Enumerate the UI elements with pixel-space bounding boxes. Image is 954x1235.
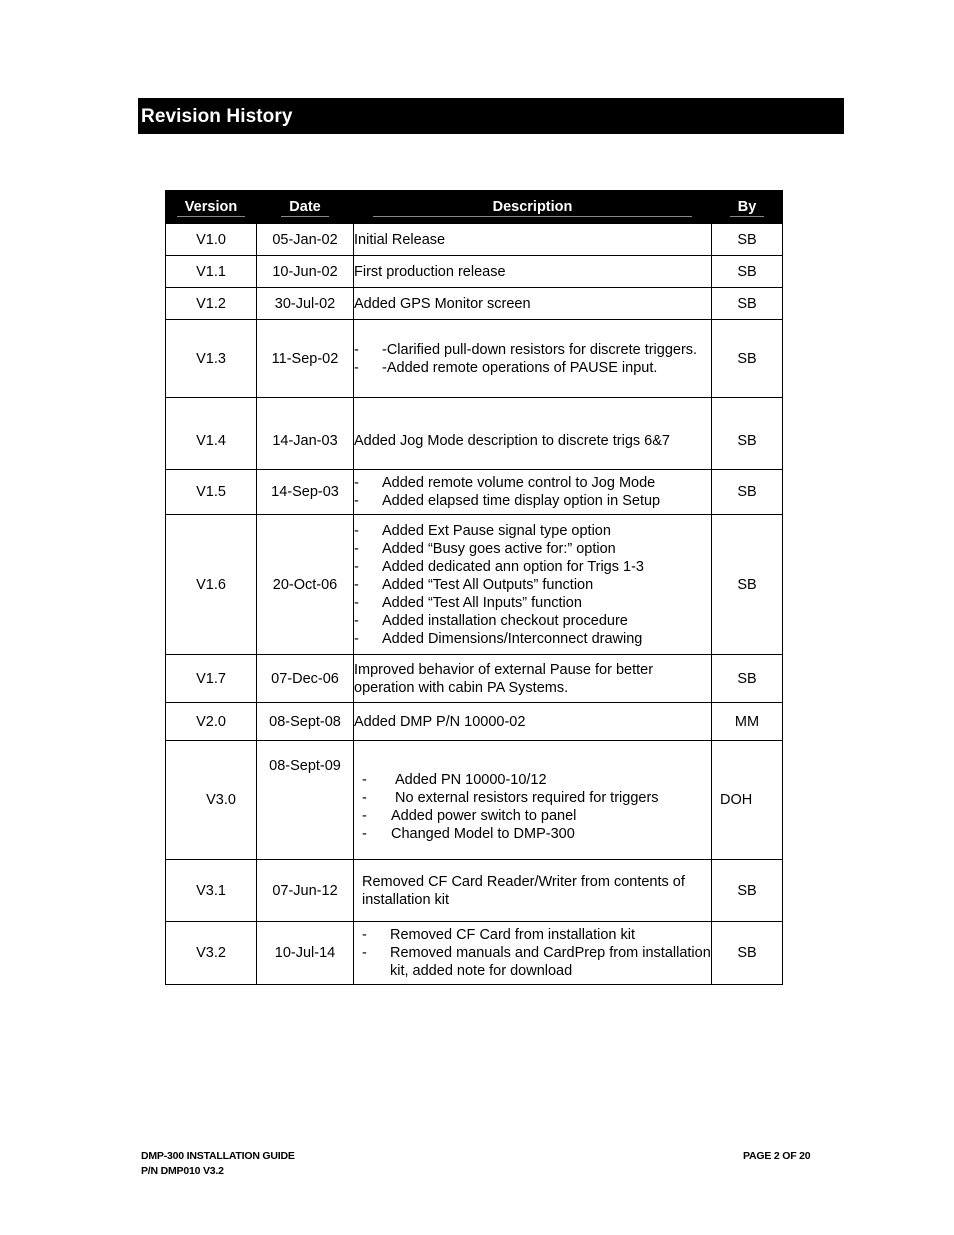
- change-item: - Added PN 10000-10/12: [362, 771, 711, 789]
- version-cell: V1.0: [166, 224, 257, 256]
- table-row: [166, 515, 783, 655]
- by-cell: SB: [712, 470, 783, 515]
- by-cell: SB: [712, 224, 783, 256]
- change-item: - Added “Test All Inputs” function: [354, 594, 711, 612]
- date-cell: 10-Jul-14: [257, 922, 354, 985]
- version-cell: V1.2: [166, 288, 257, 320]
- date-cell: 10-Jun-02: [257, 256, 354, 288]
- change-item: - Removed manuals and CardPrep from installation kit, added note for download: [362, 944, 711, 980]
- date-cell: 14-Jan-03: [257, 398, 354, 470]
- description-cell: [354, 470, 712, 515]
- by-cell: SB: [712, 515, 783, 655]
- header-description: Description: [354, 191, 712, 224]
- date-cell: 14-Sep-03: [257, 470, 354, 515]
- date-cell: 07-Jun-12: [257, 860, 354, 922]
- by-cell: SB: [712, 320, 783, 398]
- change-list: [354, 522, 711, 648]
- change-list: [354, 341, 711, 377]
- date-cell: 20-Oct-06: [257, 515, 354, 655]
- footer-page-number: PAGE 2 OF 20: [743, 1150, 811, 1162]
- change-item: - -Clarified pull-down resistors for discrete triggers.: [354, 341, 711, 359]
- table-row: [166, 320, 783, 398]
- revision-history-table: [165, 190, 783, 985]
- by-cell: MM: [712, 703, 783, 741]
- footer-part-number: P/N DMP010 V3.2: [141, 1165, 224, 1177]
- by-cell: DOH: [712, 741, 783, 860]
- version-cell: V1.1: [166, 256, 257, 288]
- description-cell: Initial Release: [354, 224, 712, 256]
- by-cell: SB: [712, 922, 783, 985]
- table-header-row: [166, 191, 783, 224]
- date-cell: 08-Sept-09: [257, 741, 354, 860]
- date-cell: 30-Jul-02: [257, 288, 354, 320]
- table-row: [166, 224, 783, 256]
- date-cell: 07-Dec-06: [257, 655, 354, 703]
- change-item: - Added “Busy goes active for:” option: [354, 540, 711, 558]
- description-cell: Removed CF Card Reader/Writer from contents of installation kit: [354, 860, 712, 922]
- version-cell: V3.1: [166, 860, 257, 922]
- description-cell: Improved behavior of external Pause for better operation with cabin PA Systems.: [354, 655, 712, 703]
- footer-doc-title: DMP-300 INSTALLATION GUIDE: [141, 1150, 295, 1162]
- version-cell: V3.2: [166, 922, 257, 985]
- by-cell: SB: [712, 398, 783, 470]
- header-date: Date: [257, 191, 354, 224]
- date-cell: 05-Jan-02: [257, 224, 354, 256]
- table-row: [166, 398, 783, 470]
- by-cell: SB: [712, 288, 783, 320]
- description-cell: Added Jog Mode description to discrete trigs 6&7: [354, 398, 712, 470]
- change-item: - Added Dimensions/Interconnect drawing: [354, 630, 711, 648]
- table-row: [166, 470, 783, 515]
- version-cell: V1.5: [166, 470, 257, 515]
- change-item: - Added Ext Pause signal type option: [354, 522, 711, 540]
- change-item: - Added elapsed time display option in Setup: [354, 492, 711, 510]
- version-cell: V1.3: [166, 320, 257, 398]
- by-cell: SB: [712, 256, 783, 288]
- change-item: - Added power switch to panel: [362, 807, 711, 825]
- description-cell: [354, 515, 712, 655]
- by-cell: SB: [712, 655, 783, 703]
- header-by: By: [712, 191, 783, 224]
- change-item: - Added installation checkout procedure: [354, 612, 711, 630]
- change-item: - Changed Model to DMP-300: [362, 825, 711, 843]
- table-row: [166, 922, 783, 985]
- description-cell: Added DMP P/N 10000-02: [354, 703, 712, 741]
- section-title: Revision History: [141, 106, 293, 127]
- change-list: [354, 474, 711, 510]
- version-cell: V3.0: [166, 741, 257, 860]
- description-cell: First production release: [354, 256, 712, 288]
- version-cell: V2.0: [166, 703, 257, 741]
- description-cell: [354, 320, 712, 398]
- table-row: [166, 741, 783, 860]
- table-row: [166, 860, 783, 922]
- change-item: - Added dedicated ann option for Trigs 1-3: [354, 558, 711, 576]
- table-row: [166, 703, 783, 741]
- table-row: [166, 256, 783, 288]
- change-item: - No external resistors required for triggers: [362, 789, 711, 807]
- change-list: [362, 771, 711, 843]
- change-item: - Added remote volume control to Jog Mode: [354, 474, 711, 492]
- change-item: - Added “Test All Outputs” function: [354, 576, 711, 594]
- description-cell: Added GPS Monitor screen: [354, 288, 712, 320]
- date-cell: 11-Sep-02: [257, 320, 354, 398]
- description-cell: [354, 741, 712, 860]
- table-row: [166, 288, 783, 320]
- change-list: [362, 926, 711, 980]
- by-cell: SB: [712, 860, 783, 922]
- version-cell: V1.7: [166, 655, 257, 703]
- change-item: - Removed CF Card from installation kit: [362, 926, 711, 944]
- date-cell: 08-Sept-08: [257, 703, 354, 741]
- version-cell: V1.4: [166, 398, 257, 470]
- section-header-bar: [138, 98, 844, 134]
- version-cell: V1.6: [166, 515, 257, 655]
- table-row: [166, 655, 783, 703]
- change-item: - -Added remote operations of PAUSE input.: [354, 359, 711, 377]
- header-version: Version: [166, 191, 257, 224]
- description-cell: [354, 922, 712, 985]
